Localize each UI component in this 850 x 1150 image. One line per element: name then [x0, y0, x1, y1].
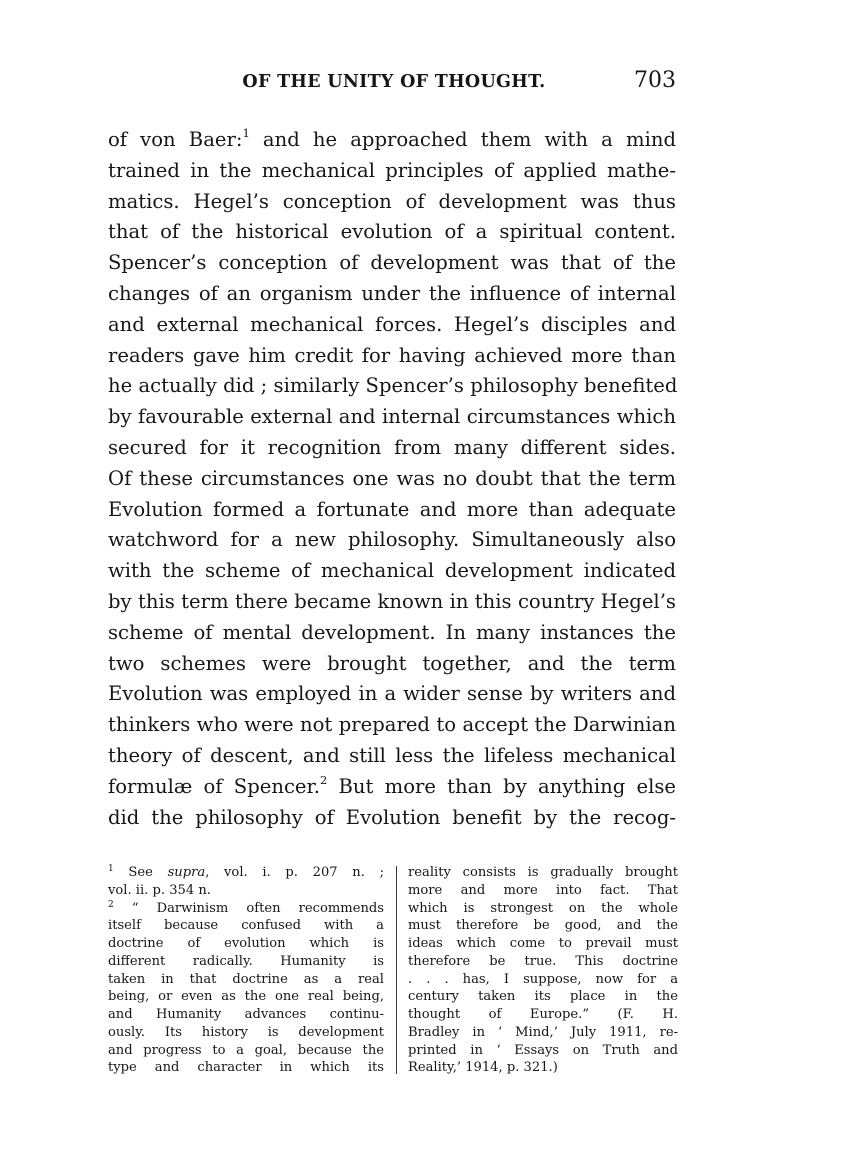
footnote-line: doctrine of evolution which is — [108, 936, 384, 951]
body-line: with the scheme of mechanical development indicated — [108, 559, 676, 583]
body-line: that of the historical evolution of a spiritual content. — [108, 220, 676, 244]
footnote-line: being, or even as the one real being, — [108, 989, 384, 1005]
footnote-marker-1: 1 — [108, 864, 114, 874]
footnote-1: $^1$ See supra, vol. i. p. 207 n. ; — [108, 864, 384, 880]
page-number: 703 — [634, 68, 676, 93]
footnote-column-right — [408, 864, 678, 1077]
footnote-line: different radically. Humanity is — [108, 953, 384, 969]
footnote-line: reality consists is gradually brought — [408, 865, 678, 880]
body-line: of von Baer:$^1$ and he approached them with a mind — [108, 126, 677, 151]
footnote-line: more and more into fact. That — [408, 882, 678, 898]
body-line: changes of an organism under the influence of internal — [108, 281, 676, 305]
running-head: OF THE UNITY OF THOUGHT. — [242, 72, 546, 92]
body-line: he actually did ; similarly Spencer’s philosophy benefited — [108, 374, 678, 398]
body-text — [108, 125, 676, 833]
footnote-line: century taken its place in the — [408, 989, 678, 1005]
body-line: two schemes were brought together, and the term — [108, 651, 676, 675]
footnote-column-divider — [396, 866, 397, 1074]
footnote-line: Reality,’ 1914, p. 321.) — [408, 1060, 558, 1076]
footnote-line: printed in ‘ Essays on Truth and — [408, 1042, 678, 1058]
footnote-line: ideas which come to prevail must — [408, 936, 678, 951]
footnote-line: and Humanity advances continu- — [108, 1007, 384, 1022]
body-line: by favourable external and internal circumstances which — [108, 405, 676, 429]
footnote-line: itself because confused with a — [108, 918, 384, 934]
footnote-line: . . . has, I suppose, now for a — [408, 971, 678, 987]
footnote-line: type and character in which its — [108, 1060, 384, 1076]
body-line: scheme of mental development. In many instances the — [108, 620, 676, 644]
footnotes — [108, 864, 678, 1084]
body-line: Evolution was employed in a wider sense by writers and — [108, 682, 676, 706]
body-line: Of these circumstances one was no doubt that the term — [108, 466, 676, 490]
footnote-line: therefore be true. This doctrine — [408, 953, 678, 969]
footnote-2: $^2$ “ Darwinism often recommends — [108, 899, 384, 916]
body-line: trained in the mechanical principles of applied mathe- — [108, 158, 676, 182]
footnote-line: which is strongest on the whole — [408, 900, 678, 916]
page-header — [108, 68, 680, 102]
footnote-line: and progress to a goal, because the — [108, 1042, 384, 1058]
footnote-line: vol. ii. p. 354 n. — [108, 882, 211, 898]
body-line: thinkers who were not prepared to accept the Darwinian — [108, 713, 676, 737]
footnote-line: Bradley in ‘ Mind,’ July 1911, re- — [408, 1024, 678, 1040]
footnote-marker-2: 2 — [108, 899, 114, 910]
body-line: Spencer’s conception of development was that of the — [108, 251, 676, 275]
body-line: and external mechanical forces. Hegel’s disciples and — [108, 312, 676, 336]
body-line: theory of descent, and still less the lifeless mechanical — [108, 743, 676, 767]
body-line: secured for it recognition from many different sides. — [108, 435, 676, 459]
footnote-line: must therefore be good, and the — [408, 918, 678, 934]
body-line: formulæ of Spencer.$^2$ But more than by anything else — [108, 772, 677, 798]
body-line: matics. Hegel’s conception of development was thus — [108, 189, 676, 213]
body-line: readers gave him credit for having achieved more than — [108, 343, 676, 367]
body-line: Evolution formed a fortunate and more than adequate — [108, 497, 676, 521]
body-line: did the philosophy of Evolution benefit by the recog- — [108, 805, 676, 829]
footnote-line: ously. Its history is development — [108, 1024, 384, 1040]
footnote-line: taken in that doctrine as a real — [108, 971, 384, 987]
body-line: by this term there became known in this country Hegel’s — [108, 589, 676, 613]
footnote-line: thought of Europe.” (F. H. — [408, 1007, 678, 1022]
footnote-column-left — [108, 864, 384, 1077]
footnote-ref-2[interactable]: 2 — [319, 772, 328, 787]
body-line: watchword for a new philosophy. Simultaneously also — [108, 528, 676, 552]
footnote-ref-1[interactable]: 1 — [242, 126, 250, 140]
